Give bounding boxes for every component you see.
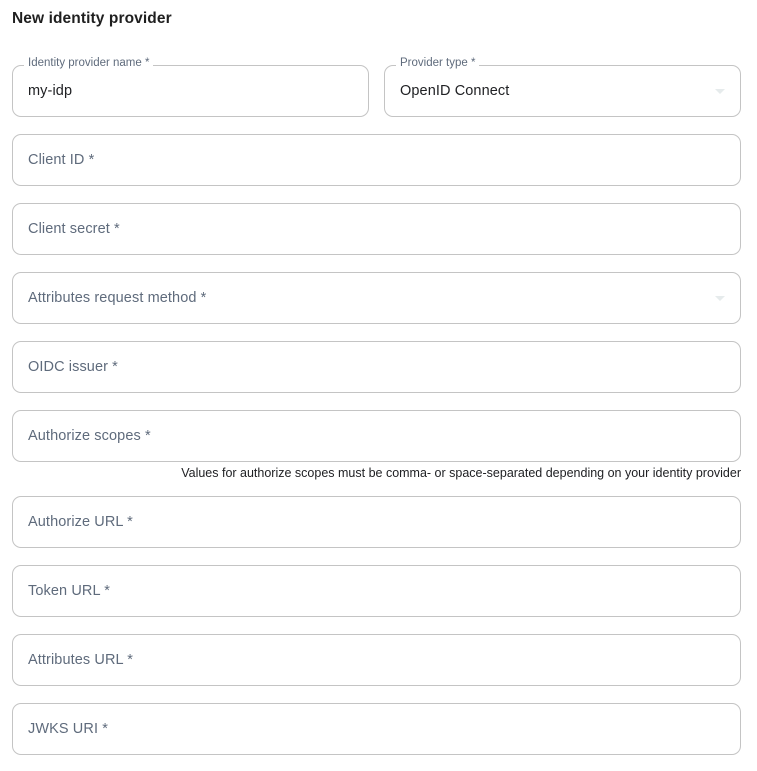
authorize-scopes-label: Authorize scopes * — [28, 428, 151, 444]
identity-provider-name-field[interactable] — [12, 57, 369, 117]
provider-type-select[interactable] — [384, 57, 741, 117]
attributes-url-label: Attributes URL * — [28, 652, 134, 668]
dropdown-arrow-icon — [715, 296, 725, 301]
client-id-label: Client ID * — [28, 152, 95, 168]
identity-provider-name-label: Identity provider name * — [24, 56, 153, 70]
page-title: New identity provider — [12, 10, 172, 27]
attributes-request-method-label: Attributes request method * — [28, 290, 207, 306]
provider-type-value: OpenID Connect — [400, 83, 510, 99]
oidc-issuer-field[interactable] — [12, 341, 741, 393]
client-id-field[interactable] — [12, 134, 741, 186]
oidc-issuer-label: OIDC issuer * — [28, 359, 118, 375]
authorize-url-label: Authorize URL * — [28, 514, 133, 530]
token-url-field[interactable] — [12, 565, 741, 617]
attributes-request-method-select[interactable] — [12, 272, 741, 324]
jwks-uri-label: JWKS URI * — [28, 721, 108, 737]
client-secret-label: Client secret * — [28, 221, 120, 237]
client-secret-field[interactable] — [12, 203, 741, 255]
authorize-url-field[interactable] — [12, 496, 741, 548]
authorize-scopes-field[interactable] — [12, 410, 741, 462]
identity-provider-fields — [12, 57, 741, 755]
identity-provider-name-value: my-idp — [28, 83, 73, 99]
jwks-uri-field[interactable] — [12, 703, 741, 755]
token-url-label: Token URL * — [28, 583, 110, 599]
authorize-scopes-helper-text: Values for authorize scopes must be comma- or space-separated depending on your identity provider — [181, 466, 741, 480]
top-field-row — [12, 57, 741, 117]
attributes-url-field[interactable] — [12, 634, 741, 686]
dropdown-arrow-icon — [715, 89, 725, 94]
provider-type-label: Provider type * — [396, 56, 479, 70]
